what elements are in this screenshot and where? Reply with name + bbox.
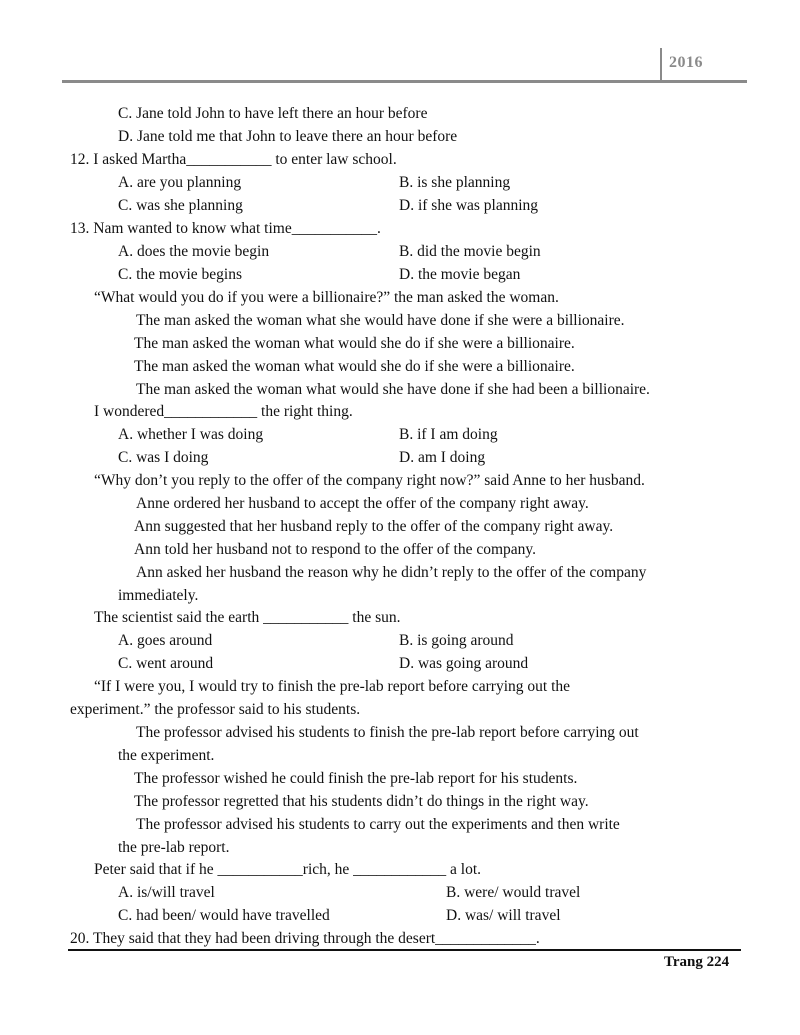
option-c: The man asked the woman what would she do if she were a billionaire. — [134, 358, 575, 375]
option-c: C. had been/ would have travelled — [118, 907, 330, 924]
header-year: 2016 — [669, 54, 703, 71]
question-19: Peter said that if he ___________rich, he ____________ a lot. — [94, 861, 482, 878]
question-18: “If I were you, I would try to finish the pre-lab report before carrying out the — [94, 678, 571, 695]
question-15: I wondered____________ the right thing. — [94, 403, 353, 420]
question-16: “Why don’t you reply to the offer of the company right now?” said Anne to her husband. — [94, 472, 645, 489]
question-13: 13. Nam wanted to know what time___________. — [70, 220, 381, 237]
option-a: Anne ordered her husband to accept the offer of the company right away. — [136, 495, 589, 512]
option-d: D. was going around — [399, 655, 529, 672]
option-a: A. are you planning — [118, 174, 242, 191]
option-b: The professor wished he could finish the pre-lab report for his students. — [134, 770, 578, 787]
option-a: A. whether I was doing — [118, 426, 264, 443]
option-a: A. does the movie begin — [118, 243, 270, 260]
option-b: B. did the movie begin — [399, 243, 541, 260]
text-line: C. Jane told John to have left there an hour before — [118, 105, 428, 122]
option-b: B. is she planning — [399, 174, 511, 191]
option-c: C. the movie begins — [118, 266, 242, 283]
option-a: The professor advised his students to finish the pre-lab report before carrying out — [136, 724, 639, 741]
option-a: A. goes around — [118, 632, 213, 649]
option-b: The man asked the woman what would she do if she were a billionaire. — [134, 335, 575, 352]
option-c: C. went around — [118, 655, 214, 672]
option-a: The man asked the woman what she would have done if she were a billionaire. — [136, 312, 625, 329]
text-line: D. Jane told me that John to leave there an hour before — [118, 128, 458, 145]
option-b: B. is going around — [399, 632, 514, 649]
option-b: B. were/ would travel — [446, 884, 581, 901]
option-c: The professor regretted that his students didn’t do things in the right way. — [134, 793, 589, 810]
option-c: Ann told her husband not to respond to the offer of the company. — [134, 541, 537, 558]
option-d: The man asked the woman what would she have done if she had been a billionaire. — [136, 381, 650, 398]
option-d: D. the movie began — [399, 266, 521, 283]
option-b: B. if I am doing — [399, 426, 498, 443]
option-d-continued: the pre-lab report. — [118, 839, 230, 856]
option-c: C. was she planning — [118, 197, 243, 214]
option-a-continued: the experiment. — [118, 747, 215, 764]
header-rule — [62, 80, 747, 83]
footer-rule — [68, 949, 741, 951]
question-14: “What would you do if you were a billionaire?” the man asked the woman. — [94, 289, 559, 306]
option-d-continued: immediately. — [118, 587, 199, 604]
question-17: The scientist said the earth ___________ the sun. — [94, 609, 401, 626]
option-d: The professor advised his students to carry out the experiments and then write — [136, 816, 620, 833]
option-c: C. was I doing — [118, 449, 209, 466]
option-a: A. is/will travel — [118, 884, 215, 901]
option-d: D. am I doing — [399, 449, 486, 466]
question-20: 20. They said that they had been driving through the desert_____________. — [70, 930, 540, 947]
question-12: 12. I asked Martha___________ to enter law school. — [70, 151, 397, 168]
option-d: D. was/ will travel — [446, 907, 561, 924]
option-d: Ann asked her husband the reason why he didn’t reply to the offer of the company — [136, 564, 647, 581]
question-18-continued: experiment.” the professor said to his students. — [70, 701, 361, 718]
option-d: D. if she was planning — [399, 197, 539, 214]
header-tick — [660, 48, 662, 82]
page-number: Trang 224 — [664, 954, 730, 970]
option-b: Ann suggested that her husband reply to the offer of the company right away. — [134, 518, 614, 535]
